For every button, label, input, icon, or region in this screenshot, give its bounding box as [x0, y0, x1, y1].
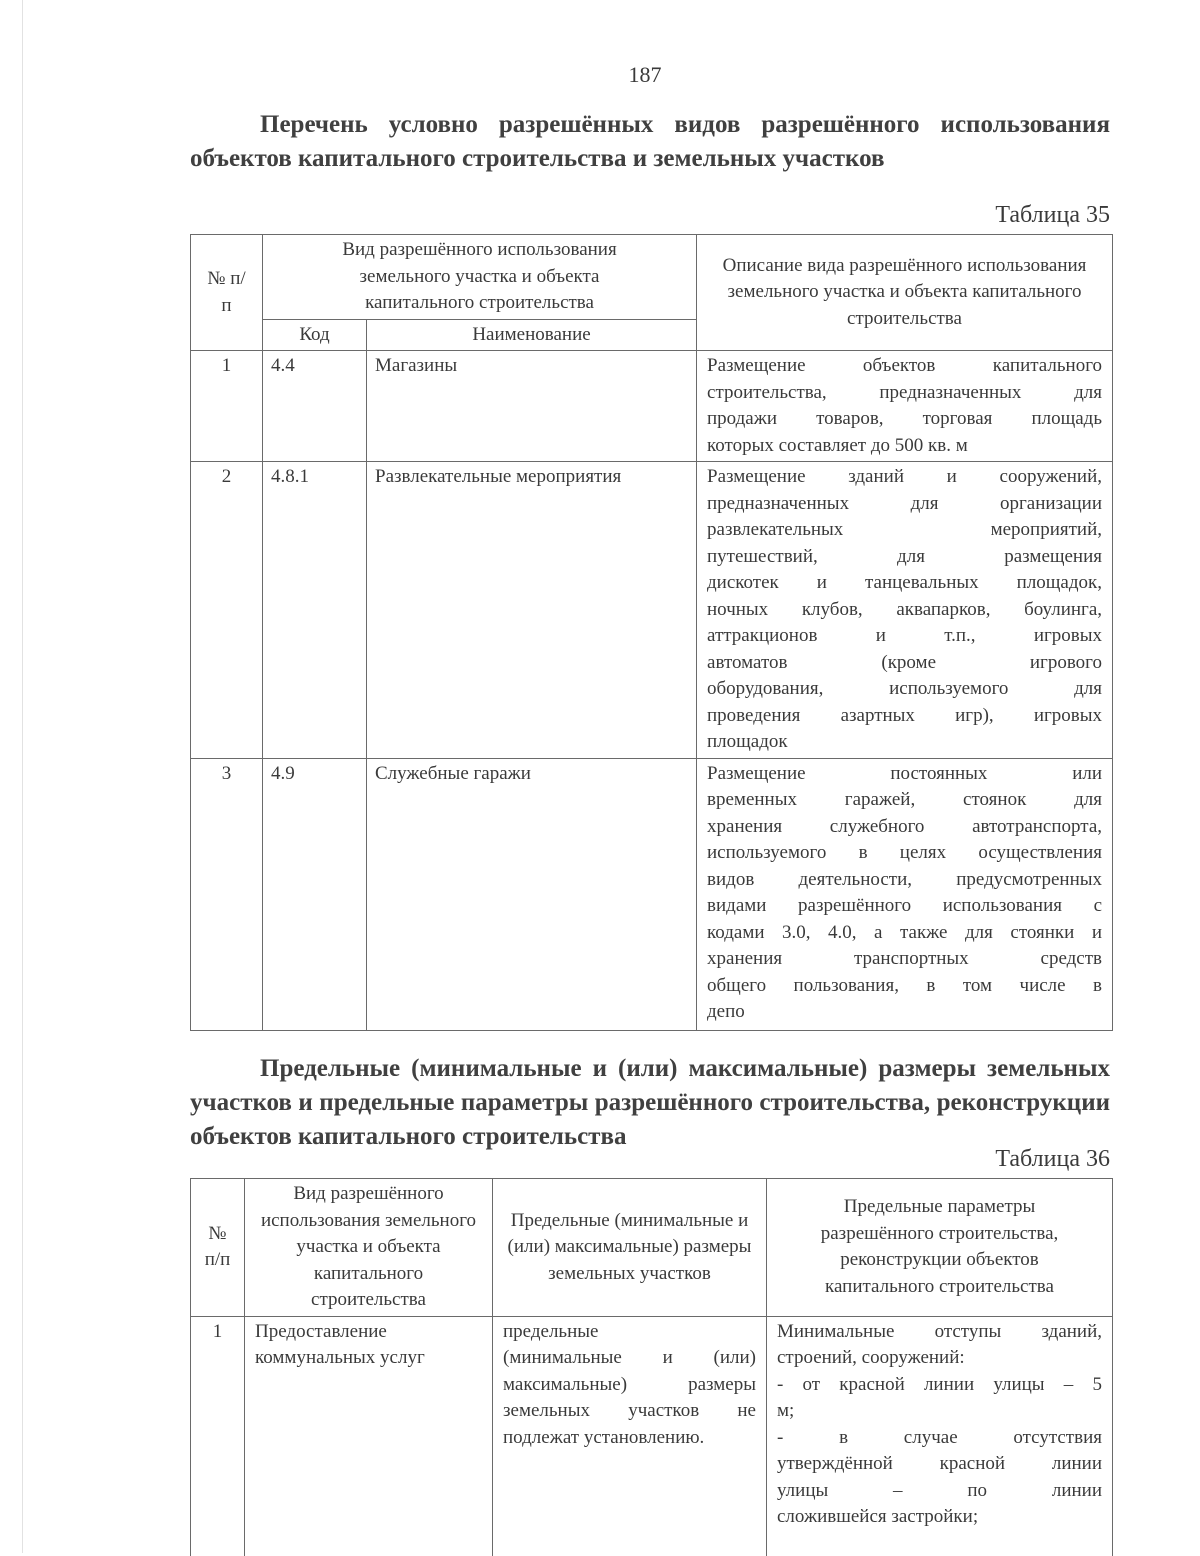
desc-line: автоматов (кроме игрового — [707, 651, 1103, 673]
desc-line: строительства, предназначенных для — [707, 381, 1103, 403]
heading-permitted-uses — [190, 108, 1110, 176]
desc-line: ночных клубов, аквапарков, боулинга, — [707, 598, 1103, 620]
sizes-line: предельные — [503, 1320, 599, 1342]
row-num: 1 — [191, 351, 263, 462]
header-num: № п/п — [191, 235, 263, 351]
desc-line: временных гаражей, стоянок для — [707, 789, 1103, 810]
page-number: 187 — [628, 62, 662, 87]
header-description: Описание вида разрешённого использования земельного участка и объекта капитального строительства — [697, 235, 1113, 351]
table-35 — [190, 234, 1113, 1031]
row-description — [697, 351, 1113, 462]
heading-size-limits-text: Предельные (минимальные и (или) максимальные) размеры земельных участков и предельные параметры разрешённого строительства, реконструкции объектов капитального строительства — [190, 1055, 1110, 1150]
table-row — [191, 351, 1113, 462]
header-num: № п/п — [191, 1179, 245, 1317]
params-line: строений, сооружений: — [777, 1347, 965, 1368]
desc-line: кодами 3.0, 4.0, а также для стоянки и — [707, 921, 1103, 943]
desc-line: депо — [707, 1001, 745, 1022]
desc-line: видами разрешённого использования с — [707, 895, 1103, 916]
sizes-line: земельных участков не — [503, 1400, 756, 1421]
header-use-type: Вид разрешённого использования земельного участка и объекта капитального строительства — [263, 235, 697, 320]
header-land-sizes: Предельные (минимальные и (или) максимальные) размеры земельных участков — [493, 1179, 767, 1317]
row-code: 4.8.1 — [263, 462, 367, 759]
row-description — [697, 462, 1113, 759]
row-land-sizes — [493, 1316, 767, 1556]
desc-line: Размещение зданий и сооружений, — [707, 466, 1103, 487]
row-code: 4.9 — [263, 758, 367, 1030]
table-36 — [190, 1178, 1113, 1556]
row-use-type: Предоставление коммунальных услуг — [245, 1316, 493, 1556]
table-36-caption: Таблица 36 — [995, 1146, 1110, 1172]
header-code: Код — [263, 319, 367, 351]
row-description — [697, 758, 1113, 1030]
table-row — [191, 462, 1113, 759]
row-name: Служебные гаражи — [367, 758, 697, 1030]
row-name: Магазины — [367, 351, 697, 462]
desc-line: площадок — [707, 731, 788, 752]
desc-line: развлекательных мероприятий, — [707, 519, 1103, 540]
row-num: 3 — [191, 758, 263, 1030]
params-line: улицы – по линии — [777, 1479, 1102, 1501]
desc-line: хранения служебного автотранспорта, — [707, 815, 1103, 837]
row-num: 2 — [191, 462, 263, 759]
heading-size-limits — [190, 1052, 1110, 1154]
header-use-type: Вид разрешённого использования земельного участка и объекта капитального строительства — [245, 1179, 493, 1317]
sizes-line: подлежат установлению. — [503, 1426, 705, 1448]
row-num: 1 — [191, 1316, 245, 1556]
desc-line: Размещение постоянных или — [707, 762, 1103, 784]
row-code: 4.4 — [263, 351, 367, 462]
header-name: Наименование — [367, 319, 697, 351]
desc-line: видов деятельности, предусмотренных — [707, 868, 1103, 890]
params-line: - в случае отсутствия — [777, 1426, 1102, 1448]
sizes-line: (минимальные и (или) — [503, 1347, 756, 1368]
desc-line: общего пользования, в том числе в — [707, 974, 1103, 996]
desc-line: проведения азартных игр), игровых — [707, 704, 1103, 726]
sizes-line: максимальные) размеры — [503, 1373, 756, 1395]
desc-line: Размещение объектов капитального — [707, 355, 1103, 376]
desc-line: оборудования, используемого для — [707, 678, 1103, 699]
desc-line: которых составляет до 500 кв. м — [707, 434, 968, 456]
row-construction-params — [767, 1316, 1113, 1556]
desc-line: дискотек и танцевальных площадок, — [707, 572, 1103, 593]
params-line: утверждённой красной линии — [777, 1453, 1102, 1474]
table-row — [191, 1316, 1113, 1556]
desc-line: продажи товаров, торговая площадь — [707, 408, 1103, 429]
params-line: - от красной линии улицы – 5 — [777, 1373, 1102, 1395]
table-row — [191, 758, 1113, 1030]
row-name: Развлекательные мероприятия — [367, 462, 697, 759]
params-line: Минимальные отступы зданий, — [777, 1320, 1102, 1342]
page-edge — [22, 0, 23, 1553]
heading-permitted-uses-text: Перечень условно разрешённых видов разрешённого использования объектов капитального строительства и земельных участков — [190, 111, 1110, 172]
table-35-caption: Таблица 35 — [995, 202, 1110, 228]
params-line: м; — [777, 1400, 795, 1421]
desc-line: предназначенных для организации — [707, 492, 1103, 514]
desc-line: хранения транспортных средств — [707, 948, 1103, 969]
params-line: сложившейся застройки; — [777, 1506, 979, 1527]
desc-line: аттракционов и т.п., игровых — [707, 625, 1103, 646]
desc-line: путешествий, для размещения — [707, 545, 1103, 567]
header-construction-params: Предельные параметры разрешённого строительства, реконструкции объектов капитального строительства — [767, 1179, 1113, 1317]
desc-line: используемого в целях осуществления — [707, 842, 1103, 863]
